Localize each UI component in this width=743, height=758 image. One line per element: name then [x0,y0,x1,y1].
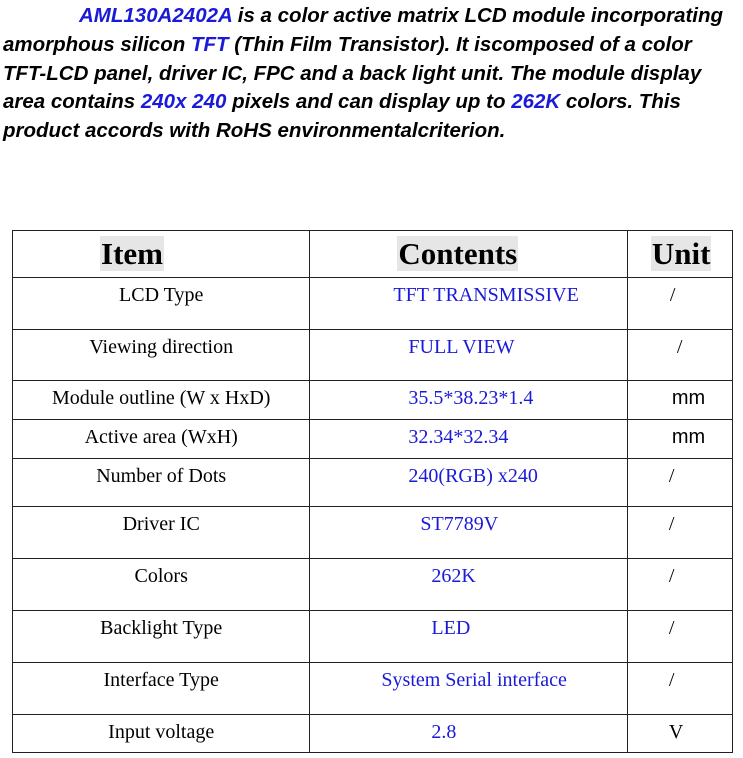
intro-text-4: colors. This product accords with RoHS environmentalcriterion. [3,90,681,143]
intro-text-2: (Thin Film Transistor). It iscomposed of a color TFT-LCD panel, driver IC, FPC and a back light unit. The module display area contains [3,32,702,114]
table-header-row [13,231,733,278]
cell-item: Viewing direction [13,330,310,381]
table-row [13,715,733,753]
table-row [13,611,733,663]
cell-unit: / [627,507,732,559]
cell-unit: mm [627,420,732,459]
cell-contents: LED [310,611,627,663]
colors-term: 262K [511,90,561,114]
spec-table [12,230,733,753]
table-row [13,381,733,420]
cell-item: Driver IC [13,507,310,559]
cell-unit: / [627,330,732,381]
table-row [13,459,733,507]
intro-text-3: pixels and can display up to [226,90,512,114]
cell-unit: / [627,278,732,330]
cell-item: Module outline (W x HxD) [13,381,310,420]
cell-contents: 32.34*32.34 [310,420,627,459]
table-row [13,420,733,459]
cell-contents: FULL VIEW [310,330,627,381]
cell-item: Number of Dots [13,459,310,507]
cell-contents: 262K [310,559,627,611]
cell-contents: 35.5*38.23*1.4 [310,381,627,420]
cell-unit: / [627,459,732,507]
cell-contents: TFT TRANSMISSIVE [310,278,627,330]
cell-unit: V [627,715,732,753]
cell-contents: System Serial interface [310,663,627,715]
cell-item: Colors [13,559,310,611]
header-contents: Contents [310,231,627,278]
cell-unit: / [627,663,732,715]
cell-item: Input voltage [13,715,310,753]
table-row [13,507,733,559]
resolution-term: 240x 240 [140,90,227,114]
intro-text-1: is a color active matrix LCD module incorporating amorphous silicon [3,4,724,56]
table-row [13,559,733,611]
cell-item: LCD Type [13,278,310,330]
cell-item: Active area (WxH) [13,420,310,459]
intro-paragraph [3,2,739,146]
cell-item: Backlight Type [13,611,310,663]
cell-item: Interface Type [13,663,310,715]
cell-contents: 2.8 [310,715,627,753]
cell-contents: ST7789V [310,507,627,559]
cell-unit: mm [627,381,732,420]
tft-term: TFT [190,32,229,56]
model-name: AML130A2402A [79,4,233,27]
table-row [13,330,733,381]
table-row [13,663,733,715]
cell-unit: / [627,611,732,663]
cell-contents: 240(RGB) x240 [310,459,627,507]
header-unit: Unit [627,231,732,278]
header-item: Item [13,231,310,278]
cell-unit: / [627,559,732,611]
table-row [13,278,733,330]
